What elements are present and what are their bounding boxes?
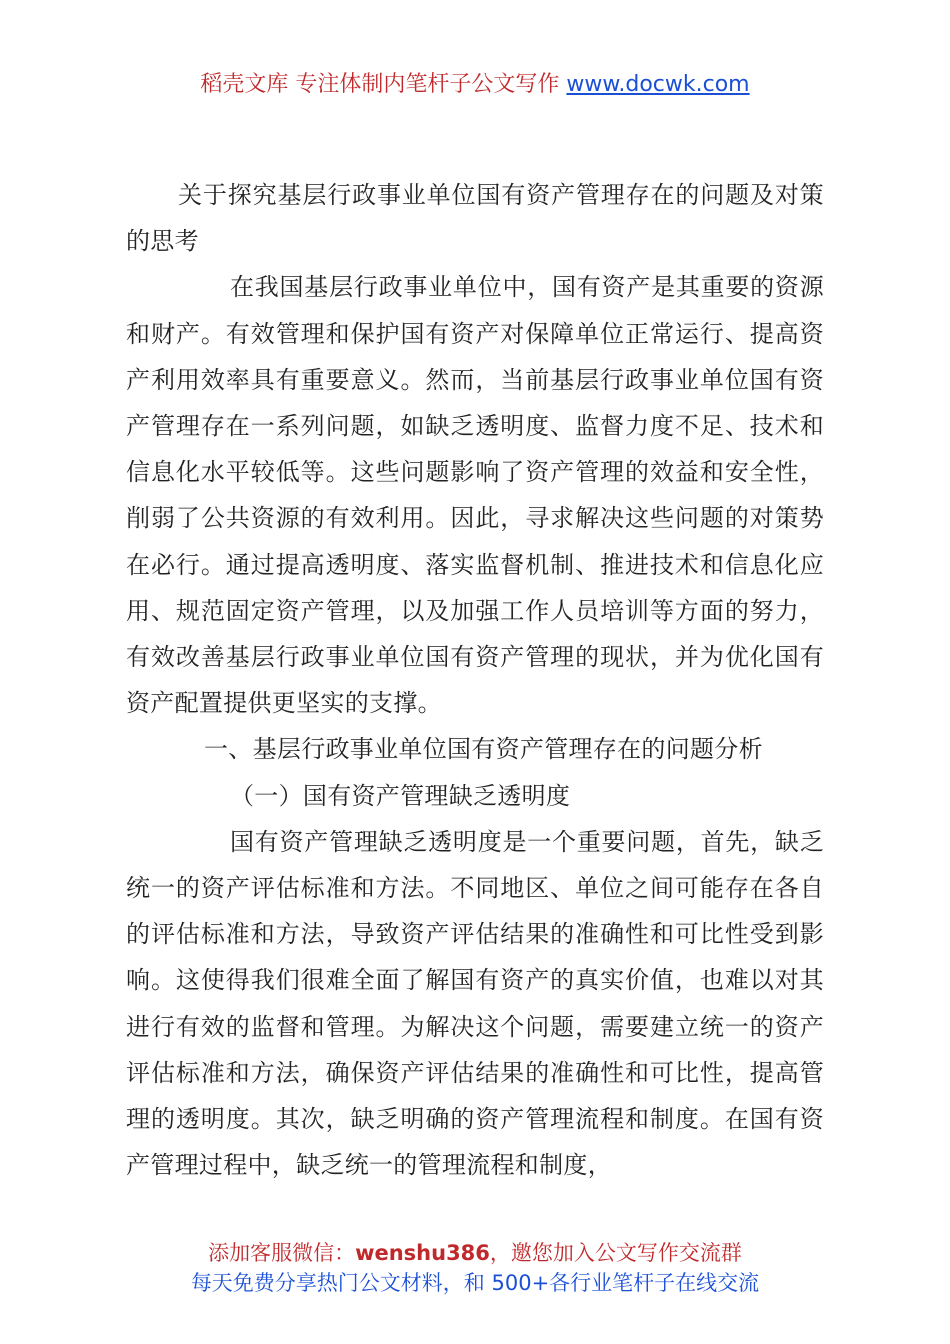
footer-contact-suffix: ，邀您加入公文写作交流群: [489, 1241, 742, 1265]
document-body: [126, 172, 824, 1188]
wechat-id: wenshu386: [355, 1241, 490, 1265]
footer-promo-line: 每天免费分享热门公文材料，和 500+各行业笔杆子在线交流: [190, 1271, 760, 1295]
subsection-heading: （一）国有资产管理缺乏透明度: [230, 781, 571, 810]
section-heading: 一、基层行政事业单位国有资产管理存在的问题分析: [204, 735, 763, 764]
page-header: [0, 70, 950, 100]
subsection-paragraph: 国有资产管理缺乏透明度是一个重要问题，首先，缺乏统一的资产评估标准和方法。不同地区、单位之间可能存在各自的评估标准和方法，导致资产评估结果的准确性和可比性受到影响。这使得我们很难全面了解国有资产的真实价值，也难以对其进行有效的监督和管理。为解决这个问题，需要建立统一的资产评估标准和方法，确保资产评估结果的准确性和可比性，提高管理的透明度。其次，缺乏明确的资产管理流程和制度。在国有资产管理过程中，缺乏统一的管理流程和制度，: [126, 827, 824, 1180]
page-footer: [0, 1238, 950, 1298]
document-title: 关于探究基层行政事业单位国有资产管理存在的问题及对策的思考: [126, 181, 824, 256]
footer-contact-prefix: 添加客服微信：: [208, 1241, 356, 1265]
intro-paragraph: 在我国基层行政事业单位中，国有资产是其重要的资源和财产。有效管理和保护国有资产对保障单位正常运行、提高资产利用效率具有重要意义。然而，当前基层行政事业单位国有资产管理存在一系列问题，如缺乏透明度、监督力度不足、技术和信息化水平较低等。这些问题影响了资产管理的效益和安全性，削弱了公共资源的有效利用。因此，寻求解决这些问题的对策势在必行。通过提高透明度、落实监督机制、推进技术和信息化应用、规范固定资产管理，以及加强工作人员培训等方面的努力，有效改善基层行政事业单位国有资产管理的现状，并为优化国有资产配置提供更坚实的支撑。: [126, 273, 824, 718]
header-site-link[interactable]: www.docwk.com: [566, 72, 750, 97]
footer-contact-line: [0, 1238, 950, 1268]
header-slogan: 稻壳文库 专注体制内笔杆子公文写作: [200, 72, 567, 97]
